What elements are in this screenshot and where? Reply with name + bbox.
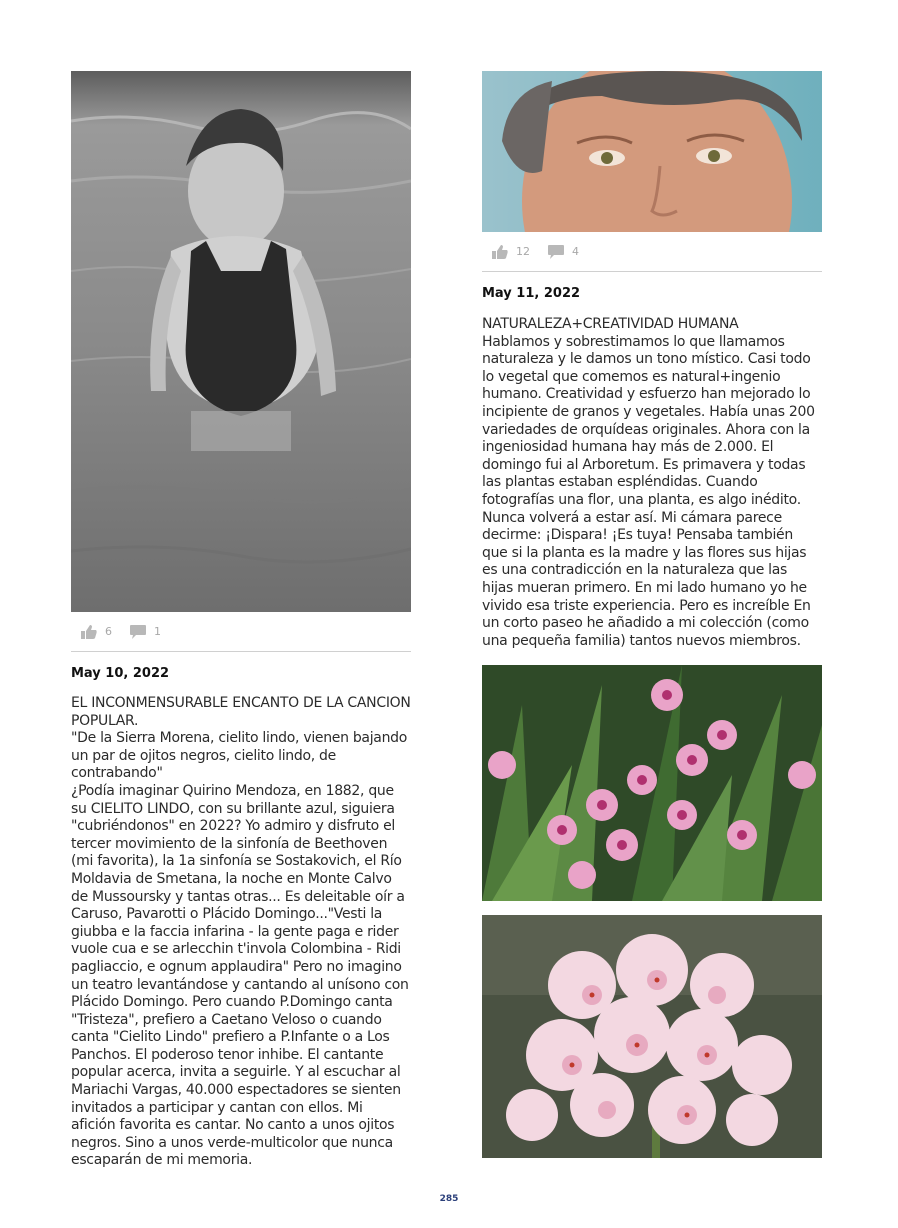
left-likes-count: 6 (105, 625, 112, 638)
right-post-title: NATURALEZA+CREATIVIDAD HUMANA (482, 316, 739, 332)
right-likes[interactable] (492, 245, 530, 259)
orchids-photo (482, 665, 822, 901)
comment-bubble-icon (130, 625, 146, 639)
left-post-date: May 10, 2022 (71, 666, 170, 681)
left-comments[interactable] (130, 625, 161, 639)
page-number: 285 (439, 1194, 459, 1204)
right-post-meta-bar (482, 232, 822, 272)
woman-face-photo (482, 71, 822, 232)
thumbs-up-icon (492, 245, 508, 259)
geranium-photo (482, 915, 822, 1158)
left-likes[interactable] (81, 625, 112, 639)
thumbs-up-icon (81, 625, 97, 639)
right-comments[interactable] (548, 245, 579, 259)
left-post-text (71, 695, 411, 1170)
left-comments-count: 1 (154, 625, 161, 638)
right-likes-count: 12 (516, 245, 530, 258)
right-post-body: Hablamos y sobrestimamos lo que llamamos naturaleza y le damos un tono místico. Casi todo lo vegetal que comemos es natural+ingenio humano. Creatividad y esfuerzo han mejorado lo incipiente de granos y vegetales. Había unas 200 variedades de orquídeas originales. Ahora con la ingeniosidad humana hay más de 2.000. El domingo fui al Arboretum. Es primavera y todas las plantas estaban espléndidas. Cuando fotografías una flor, una planta, es algo inédito. Nunca volverá a estar así. Mi cámara parece decirme: ¡Dispara! ¡Es tuya! Pensaba también que si la planta es la madre y las flores sus hijas es una contradicción en la naturaleza que las hijas mueran primero. En mi lado humano yo he vivido esa triste experiencia. Pero es increíble En un corto paseo he añadido a mi colección (como una pequeña familia) tantos nuevos miembros. (482, 333, 815, 649)
right-comments-count: 4 (572, 245, 579, 258)
left-post-title: EL INCONMENSURABLE ENCANTO DE LA CANCION POPULAR. (71, 695, 411, 729)
right-post-date: May 11, 2022 (482, 286, 581, 301)
right-post-text (482, 316, 822, 650)
left-post-body: "De la Sierra Morena, cielito lindo, vienen bajando un par de ojitos negros, cielito lindo, de contrabando" ¿Podía imaginar Quirino Mendoza, en 1882, que su CIELITO LINDO, con su brillante azul, siguiera "cubriéndonos" en 2022? Yo admiro y disfruto el tercer movimiento de la sinfonía de Beethoven (mi favorita), la 1a sinfonía se Sostakovich, el Río Moldavia de Smetana, la noche en Monte Calvo de Mussoursky y tantas otras... Es deleitable oír a Caruso, Pavarotti o Plácido Domingo..."Vesti la giubba e la faccia infarina - la gente paga e rider vuole cua e se arlecchin t'invola Colombina - Ridi pagliaccio, e ognum applaudira" Pero no imagino un teatro levantándose y cantando al unísono con Plácido Domingo. Pero cuando P.Domingo canta "Tristeza", prefiero a Caetano Veloso o cuando canta "Cielito Lindo" prefiero a P.Infante o a Los Panchos. El poderoso tenor inhibe. El cantante popular acerca, invita a seguirle. Y al escuchar al Mariachi Vargas, 40.000 espectadores se sienten invitados a participar y cantan con ellos. Mi afición favorita es cantar. No canto a unos ojitos negros. Sino a unos verde-multicolor que nunca escaparán de mi memoria. (71, 730, 409, 1169)
comment-bubble-icon (548, 245, 564, 259)
left-post-meta-bar (71, 612, 411, 652)
boy-in-water-photo (71, 71, 411, 612)
